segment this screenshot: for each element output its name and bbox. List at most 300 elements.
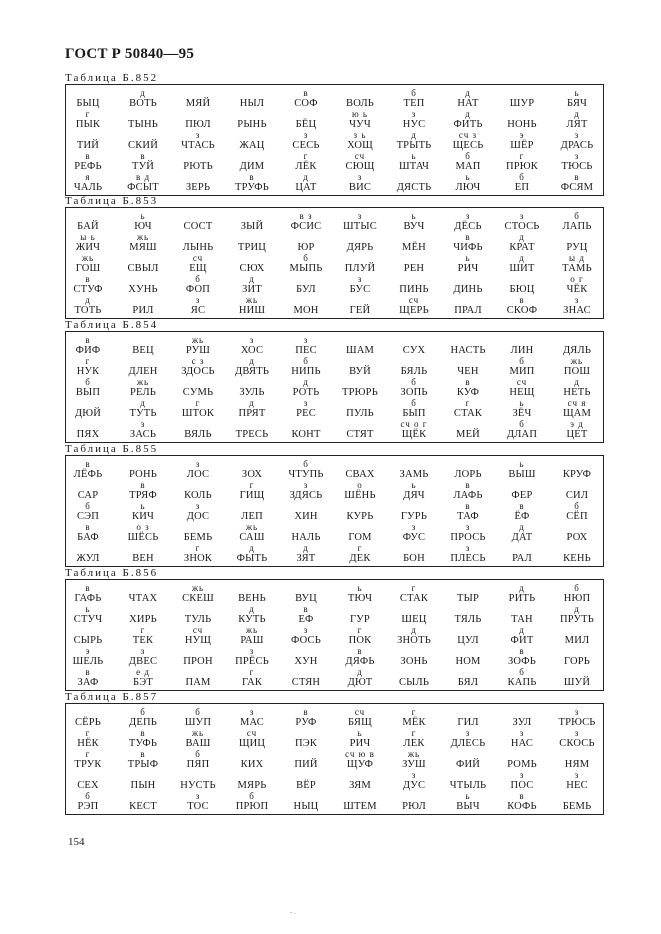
table-cell [547,233,607,253]
table-cell [384,668,444,688]
table-cell [168,336,228,356]
word: ДЛЕСЬ [450,738,486,749]
word: РЕФЬ [74,161,102,172]
table-cell [222,399,282,419]
table-cell [492,523,552,543]
table-cell [330,729,390,749]
table-cell [276,212,336,232]
word: РИЧ [349,738,371,749]
table-cell [330,605,390,625]
word: ХУН [294,656,318,667]
word: ЧИФЬ [453,242,483,253]
word: ПРЯТ [238,408,266,419]
superscript-mark [384,668,444,677]
table-cell [384,212,444,232]
table-cell [58,254,118,274]
word: НЮП [563,593,591,604]
word: ГОРЬ [563,656,591,667]
word: ЗНОТЬ [397,635,431,646]
superscript-mark: д [249,274,255,284]
table-cell [168,750,228,770]
word: ДОС [186,511,210,522]
table-cell [113,502,173,522]
word: ЦУЛ [457,635,479,646]
table-cell [492,296,552,316]
superscript-mark [438,420,498,429]
table-cell [438,502,498,522]
table-cell [492,212,552,232]
table-cell [222,771,282,791]
word: БЫП [402,408,426,419]
word: СОФ [294,98,318,109]
table-cell [438,399,498,419]
table-cell [58,131,118,151]
superscript-mark: з [411,522,417,532]
superscript-mark [168,647,228,656]
table-cell [547,212,607,232]
word: ЖИЧ [75,242,101,253]
word: ФСЫТ [127,182,159,193]
word: НУС [402,119,426,130]
superscript-mark [168,668,228,677]
word: ПРЮП [235,801,269,812]
superscript-mark [384,173,444,182]
superscript-mark: ь [465,253,471,263]
word: ВЕН [132,553,154,564]
word: ТАФ [457,511,479,522]
word: БУЛ [296,284,316,295]
superscript-mark [276,296,336,305]
word: ТРИЦ [237,242,267,253]
superscript-mark: б [411,398,417,408]
word-table [65,207,604,319]
table-cell [492,729,552,749]
table-cell [222,605,282,625]
superscript-mark [330,233,390,242]
superscript-mark [58,399,118,408]
word: ПЯХ [76,429,100,440]
word: ЛАПЬ [562,221,592,232]
word: БЫЦ [76,98,100,109]
table-cell [276,481,336,501]
table-cell [276,336,336,356]
word: ЩЕСЬ [452,140,484,151]
superscript-mark: з [195,130,201,140]
table-cell [276,792,336,812]
table-cell [438,254,498,274]
superscript-mark: г [519,151,525,161]
word: СТЯН [291,677,321,688]
word: ЛОС [186,469,210,480]
word: ПИНЬ [399,284,429,295]
table-cell [438,668,498,688]
superscript-mark: о з [136,522,150,532]
word: ВЁР [296,780,316,791]
word: СТЯТ [346,429,374,440]
word: РУШ [185,345,211,356]
word: ЩУФ [346,759,374,770]
table-cell [384,626,444,646]
superscript-mark [384,233,444,242]
superscript-mark: г [249,667,255,677]
table-cell [384,584,444,604]
superscript-mark: б [85,377,91,387]
superscript-mark [168,110,228,119]
word: ПРЁСЬ [235,656,269,667]
superscript-mark [276,729,336,738]
word: ШЁСЬ [127,532,159,543]
superscript-mark: с з [191,356,205,366]
word: СЕХ [77,780,99,791]
superscript-mark [492,89,552,98]
table-cell [438,626,498,646]
superscript-mark: о [357,480,363,490]
word: ВУЙ [349,366,371,377]
superscript-mark: б [519,172,525,182]
table-cell [113,173,173,193]
superscript-mark: сч ю в [345,749,375,759]
superscript-mark [113,771,173,780]
word: ФЕР [511,490,533,501]
word: ЗАМЬ [399,469,429,480]
word: НЁК [77,738,99,749]
superscript-mark: г [357,543,363,553]
table-cell [547,792,607,812]
superscript-mark [384,647,444,656]
table-cell [547,544,607,564]
word: ПАМ [185,677,211,688]
table-cell [113,481,173,501]
word: ДУС [402,780,426,791]
superscript-mark [58,708,118,717]
word: ЗЯМ [349,780,371,791]
superscript-mark: з [411,770,417,780]
word: СТУЧ [73,614,103,625]
superscript-mark: в [303,604,309,614]
superscript-mark: д [411,130,417,140]
superscript-mark: ы ь [80,232,96,242]
word: ТАН [511,614,533,625]
superscript-mark: я [85,172,91,182]
superscript-mark [168,173,228,182]
word: ЧТАСЬ [181,140,215,151]
table-cell [438,89,498,109]
word: МЕЙ [456,429,480,440]
table-cell [330,647,390,667]
table-cell [113,544,173,564]
superscript-mark [492,544,552,553]
word: ДЮЙ [74,408,102,419]
word: НЯМ [564,759,590,770]
superscript-mark: сч [192,253,204,263]
superscript-mark [438,584,498,593]
superscript-mark: г [411,707,417,717]
superscript-mark: г [249,480,255,490]
word: БЯЧ [566,98,588,109]
table-cell [492,399,552,419]
table-cell [113,254,173,274]
word: ДВЕС [128,656,158,667]
word: МЫПЬ [289,263,323,274]
table-cell [438,212,498,232]
table-cell [330,460,390,480]
superscript-mark [58,89,118,98]
table-cell [492,626,552,646]
word: ЛЕК [403,738,425,749]
superscript-mark [384,254,444,263]
word: ПРОСЬ [450,532,486,543]
word: БЕМЬ [562,801,592,812]
superscript-mark [113,357,173,366]
word: ПЛЕСЬ [450,553,486,564]
superscript-mark [168,212,228,221]
word: ШТОК [181,408,215,419]
superscript-mark [438,668,498,677]
word: ТРЫФ [127,759,159,770]
superscript-mark: ь [85,604,91,614]
table-cell [547,420,607,440]
superscript-mark [547,336,607,345]
table-cell [58,233,118,253]
word: БЁЦ [295,119,317,130]
word: БАЙ [77,221,99,232]
superscript-mark: жь [191,728,205,738]
table-cell [168,131,228,151]
word: ДЯФЬ [345,656,375,667]
table-cell [276,420,336,440]
word: ЖУЛ [76,553,100,564]
table-cell [492,584,552,604]
table-cell [58,357,118,377]
word: КОФЬ [507,801,537,812]
table-cell [222,708,282,728]
table-cell [222,173,282,193]
superscript-mark: б [465,151,471,161]
superscript-mark: ь [465,172,471,182]
table-cell [492,750,552,770]
superscript-mark: жь [570,356,584,366]
superscript-mark [276,233,336,242]
word: РЕЛЬ [129,387,157,398]
table-caption: Таблица Б.855 [65,443,159,455]
table-cell [438,750,498,770]
word: ТОТЬ [74,305,102,316]
superscript-mark: в [303,707,309,717]
word: ШИТ [509,263,535,274]
superscript-mark: ь [519,398,525,408]
superscript-mark [384,336,444,345]
word: ЯС [190,305,206,316]
superscript-mark: ь [411,480,417,490]
word: ПРОН [183,656,213,667]
table-cell [330,708,390,728]
word: ЗЕРЬ [185,182,211,193]
superscript-mark [276,275,336,284]
superscript-mark: г [411,583,417,593]
word: МИЛ [564,635,590,646]
table-cell [276,378,336,398]
superscript-mark: з [357,172,363,182]
table-cell [384,420,444,440]
table-cell [384,523,444,543]
table-cell [276,131,336,151]
superscript-mark: д [519,583,525,593]
superscript-mark [330,502,390,511]
superscript-mark [276,110,336,119]
table-cell [113,152,173,172]
word: ЗИТ [242,284,262,295]
superscript-mark: б [195,707,201,717]
superscript-mark [113,254,173,263]
table-cell [492,275,552,295]
superscript-mark: сч [246,728,258,738]
table-cell [438,233,498,253]
word: ЧТУПЬ [288,469,324,480]
table-cell [330,357,390,377]
word: ТЕК [132,635,154,646]
table-cell [547,110,607,130]
word: ШУР [509,98,535,109]
superscript-mark: г [195,543,201,553]
superscript-mark [276,523,336,532]
table-cell [168,152,228,172]
table-cell [58,792,118,812]
word: ТЯЛЬ [454,614,482,625]
table-cell [492,771,552,791]
superscript-mark: з [465,522,471,532]
word: ФОСЬ [291,635,321,646]
table-cell [58,212,118,232]
table-cell [384,89,444,109]
word: НАСТЬ [450,345,486,356]
table-cell [58,708,118,728]
table-cell [547,626,607,646]
superscript-mark: з [303,335,309,345]
superscript-mark: з [574,151,580,161]
table-cell [438,792,498,812]
table-cell [168,502,228,522]
word: ЧУЧ [349,119,371,130]
word: ШТЕМ [343,801,377,812]
superscript-mark [438,357,498,366]
word: ЛЫНЬ [182,242,214,253]
superscript-mark [438,605,498,614]
word: ШЕЦ [401,614,427,625]
superscript-mark [492,605,552,614]
word: ТУТЬ [129,408,157,419]
table-cell [276,233,336,253]
word: ДЕПЬ [129,717,157,728]
table-cell [276,502,336,522]
superscript-mark: з [411,109,417,119]
table-cell [168,212,228,232]
table-cell [58,544,118,564]
table-cell [58,750,118,770]
word: ПОК [348,635,372,646]
word: СУМЬ [182,387,214,398]
table-cell [547,152,607,172]
word: ЗОХ [241,469,263,480]
superscript-mark: з [574,130,580,140]
table-cell [384,502,444,522]
word: НОНЬ [507,119,537,130]
table-cell [384,131,444,151]
superscript-mark [168,420,228,429]
table-cell [384,378,444,398]
word: ДЯРЬ [346,242,374,253]
superscript-mark [276,420,336,429]
table-cell [276,626,336,646]
superscript-mark [113,544,173,553]
word: ШУЙ [563,677,591,688]
table-cell [113,399,173,419]
table-cell [330,771,390,791]
superscript-mark [384,502,444,511]
word: СВЫЛ [127,263,159,274]
superscript-mark: д [303,377,309,387]
superscript-mark [222,502,282,511]
word: ЛАФЬ [453,490,483,501]
superscript-mark [330,336,390,345]
table-cell [276,523,336,543]
word: РЫНЬ [237,119,267,130]
superscript-mark [168,481,228,490]
table-cell [276,110,336,130]
word: ТРЫТЬ [396,140,432,151]
table-cell [168,233,228,253]
word: РИТЬ [508,593,536,604]
superscript-mark: д [411,625,417,635]
word: ВОТЬ [129,98,157,109]
table-cell [222,357,282,377]
word: ЗОФЬ [507,656,537,667]
word: ФИТЬ [453,119,483,130]
table-cell [276,254,336,274]
superscript-mark [330,605,390,614]
word: РОМЬ [507,759,537,770]
table-cell [384,233,444,253]
superscript-mark [113,110,173,119]
superscript-mark [113,460,173,469]
word: ТУЛЬ [184,614,212,625]
table-cell [58,668,118,688]
table-cell [438,152,498,172]
word: КУФ [456,387,480,398]
superscript-mark: д [249,356,255,366]
superscript-mark: б [411,377,417,387]
table-caption: Таблица Б.854 [65,319,159,331]
superscript-mark [330,420,390,429]
table-cell [168,296,228,316]
table-cell [113,212,173,232]
table-cell [168,460,228,480]
superscript-mark [438,771,498,780]
superscript-mark: в [574,172,580,182]
word: ВЫЧ [456,801,480,812]
table-cell [113,296,173,316]
superscript-mark [222,110,282,119]
superscript-mark: з [140,419,146,429]
word: ТЮЧ [347,593,373,604]
table-cell [330,173,390,193]
table-cell [547,336,607,356]
word: ТОС [187,801,209,812]
superscript-mark: в [303,88,309,98]
word: МЯРЬ [237,780,267,791]
superscript-mark: ь [357,728,363,738]
word: ЁФ [514,511,530,522]
superscript-mark: в д [135,172,151,182]
